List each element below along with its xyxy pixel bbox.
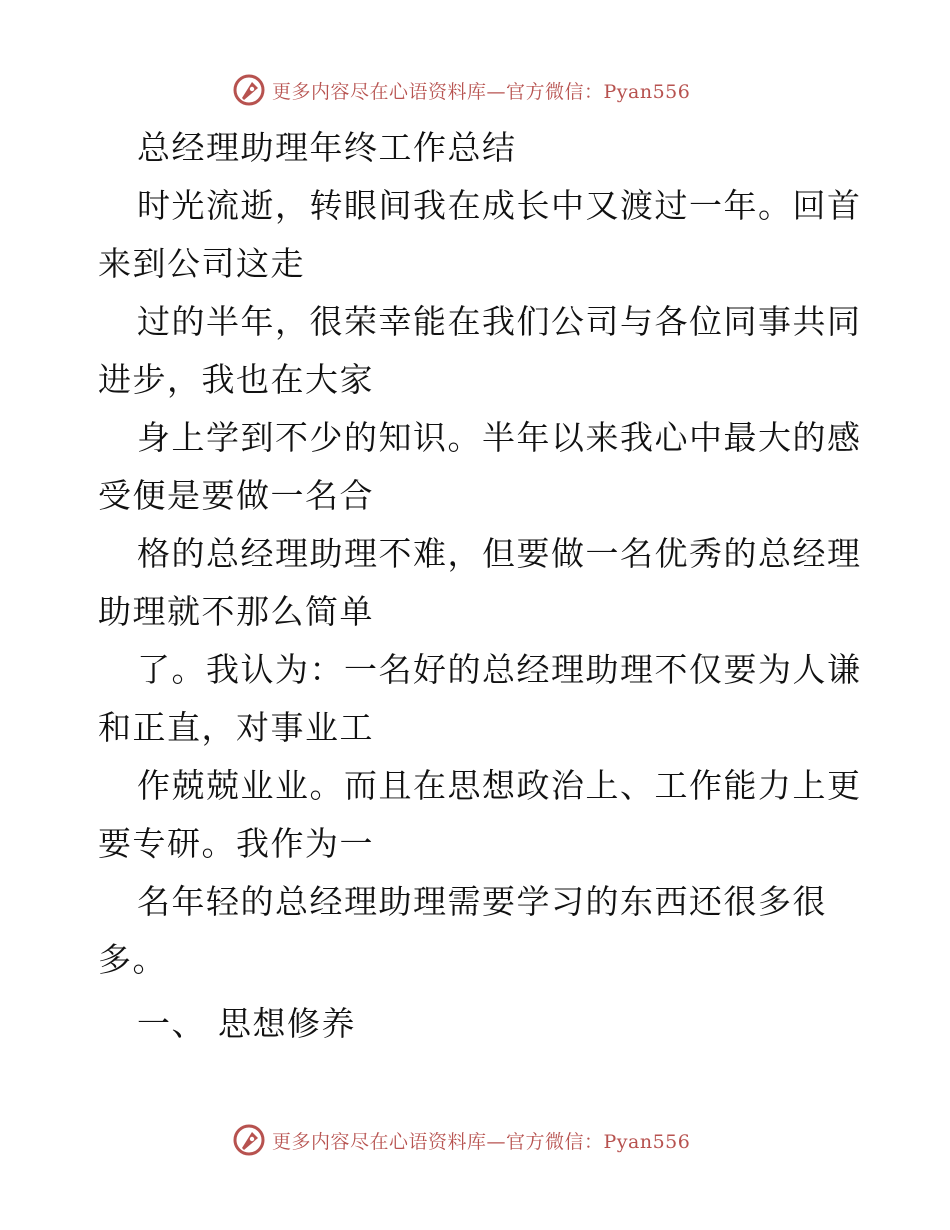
- paragraph-line: 名年轻的总经理助理需要学习的东西还很多很: [137, 882, 827, 921]
- paragraph-line: 身上学到不少的知识。半年以来我心中最大的感: [137, 418, 862, 457]
- paragraph-line: 作兢兢业业。而且在思想政治上、工作能力上更: [137, 766, 862, 805]
- paragraph-line: 助理就不那么简单: [98, 592, 374, 631]
- watermark-banner-top: [232, 72, 690, 108]
- paragraph-line: 要专研。我作为一: [98, 824, 374, 863]
- paragraph-line: 受便是要做一名合: [98, 476, 374, 515]
- paragraph-line: 来到公司这走: [98, 244, 305, 283]
- pen-nib-circle-icon: [232, 73, 266, 107]
- paragraph-line: 和正直，对事业工: [98, 708, 374, 747]
- watermark-text: 更多内容尽在心语资料库—官方微信：Pyan556: [272, 80, 691, 103]
- section-heading: 一、 思想修养: [137, 1004, 356, 1043]
- paragraph-line: 时光流逝，转眼间我在成长中又渡过一年。回首: [137, 186, 862, 225]
- pen-nib-circle-icon: [232, 1123, 266, 1157]
- watermark-text: 更多内容尽在心语资料库—官方微信：Pyan556: [272, 1130, 691, 1153]
- document-title: 总经理助理年终工作总结: [137, 128, 517, 167]
- paragraph-line: 进步，我也在大家: [98, 360, 374, 399]
- paragraph-line: 格的总经理助理不难，但要做一名优秀的总经理: [137, 534, 862, 573]
- paragraph-line: 多。: [98, 940, 167, 979]
- paragraph-line: 过的半年，很荣幸能在我们公司与各位同事共同: [137, 302, 862, 341]
- watermark-banner-bottom: [232, 1122, 690, 1158]
- paragraph-line: 了。我认为：一名好的总经理助理不仅要为人谦: [137, 650, 862, 689]
